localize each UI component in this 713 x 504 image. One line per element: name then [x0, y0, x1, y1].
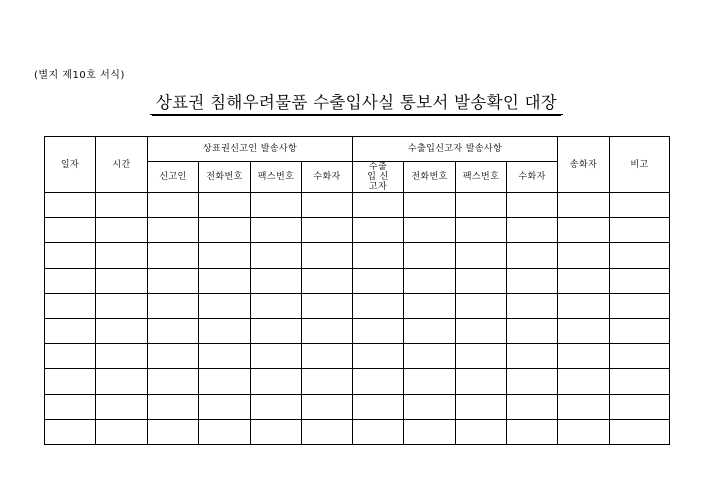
table-cell: [148, 419, 199, 444]
header-reporter: 신고인: [148, 162, 199, 193]
table-cell: [558, 193, 610, 218]
header-declarant-fax: 팩스번호: [456, 162, 507, 193]
table-cell: [558, 394, 610, 419]
header-time: 시간: [96, 137, 148, 193]
table-cell: [148, 369, 199, 394]
header-declarant-group: 수출입신고자 발송사항: [353, 137, 558, 162]
table-cell: [199, 419, 251, 444]
table-cell: [353, 268, 404, 293]
table-cell: [507, 369, 558, 394]
table-cell: [302, 419, 353, 444]
table-cell: [96, 218, 148, 243]
table-cell: [404, 193, 456, 218]
table-cell: [45, 218, 96, 243]
table-cell: [251, 318, 302, 343]
table-cell: [45, 394, 96, 419]
table-cell: [199, 369, 251, 394]
table-cell: [199, 193, 251, 218]
header-declarant-phone: 전화번호: [404, 162, 456, 193]
table-cell: [404, 369, 456, 394]
table-cell: [302, 268, 353, 293]
table-cell: [456, 243, 507, 268]
table-cell: [96, 369, 148, 394]
table-cell: [353, 369, 404, 394]
table-cell: [507, 268, 558, 293]
table-cell: [404, 293, 456, 318]
table-cell: [558, 243, 610, 268]
table-cell: [507, 293, 558, 318]
table-row: [45, 318, 670, 343]
table-cell: [45, 419, 96, 444]
table-cell: [456, 193, 507, 218]
table-cell: [251, 193, 302, 218]
table-cell: [148, 268, 199, 293]
table-cell: [353, 218, 404, 243]
table-cell: [353, 193, 404, 218]
table-cell: [148, 243, 199, 268]
table-cell: [507, 419, 558, 444]
header-reporter-phone: 전화번호: [199, 162, 251, 193]
table-cell: [610, 419, 670, 444]
table-cell: [45, 243, 96, 268]
table-cell: [610, 193, 670, 218]
table-cell: [96, 419, 148, 444]
table-cell: [404, 218, 456, 243]
table-cell: [404, 394, 456, 419]
table-cell: [456, 268, 507, 293]
table-cell: [302, 218, 353, 243]
table-cell: [507, 243, 558, 268]
table-cell: [199, 394, 251, 419]
table-cell: [45, 318, 96, 343]
table-cell: [302, 369, 353, 394]
table-cell: [148, 218, 199, 243]
table-cell: [251, 243, 302, 268]
table-cell: [507, 318, 558, 343]
table-cell: [507, 344, 558, 369]
table-cell: [251, 369, 302, 394]
dispatch-ledger-table: [44, 136, 670, 445]
table-cell: [558, 344, 610, 369]
table-cell: [456, 293, 507, 318]
table-cell: [610, 243, 670, 268]
table-cell: [199, 218, 251, 243]
table-cell: [610, 318, 670, 343]
table-cell: [199, 318, 251, 343]
table-cell: [251, 419, 302, 444]
header-date: 일자: [45, 137, 96, 193]
header-declarant: 수출입 신고자: [367, 162, 389, 192]
table-cell: [610, 268, 670, 293]
table-cell: [96, 344, 148, 369]
table-cell: [96, 293, 148, 318]
table-cell: [610, 218, 670, 243]
table-row: [45, 193, 670, 218]
table-cell: [45, 193, 96, 218]
table-cell: [199, 344, 251, 369]
table-cell: [456, 369, 507, 394]
header-reporter-group: 상표권신고인 발송사항: [148, 137, 353, 162]
table-cell: [45, 268, 96, 293]
table-cell: [456, 419, 507, 444]
table-cell: [96, 193, 148, 218]
table-cell: [558, 369, 610, 394]
table-cell: [404, 318, 456, 343]
table-cell: [302, 193, 353, 218]
table-row: [45, 268, 670, 293]
table-cell: [456, 218, 507, 243]
table-cell: [148, 318, 199, 343]
table-cell: [404, 243, 456, 268]
table-cell: [353, 419, 404, 444]
table-cell: [96, 394, 148, 419]
table-cell: [302, 293, 353, 318]
table-cell: [507, 394, 558, 419]
table-cell: [610, 293, 670, 318]
table-cell: [558, 419, 610, 444]
table-cell: [507, 218, 558, 243]
table-cell: [199, 293, 251, 318]
form-number-label: (별지 제10호 서식): [34, 70, 125, 81]
table-cell: [558, 318, 610, 343]
table-cell: [251, 268, 302, 293]
table-cell: [302, 318, 353, 343]
table-cell: [302, 243, 353, 268]
table-row: [45, 218, 670, 243]
document-title: [0, 89, 713, 115]
table-cell: [96, 268, 148, 293]
table-cell: [558, 293, 610, 318]
table-cell: [507, 193, 558, 218]
table-cell: [404, 419, 456, 444]
table-cell: [96, 318, 148, 343]
table-cell: [456, 394, 507, 419]
table-cell: [456, 344, 507, 369]
table-cell: [148, 344, 199, 369]
table-cell: [148, 293, 199, 318]
header-sender: 송화자: [558, 137, 610, 193]
table-row: [45, 369, 670, 394]
table-cell: [96, 243, 148, 268]
table-cell: [558, 218, 610, 243]
header-declarant-cell: [353, 162, 404, 193]
table-cell: [353, 344, 404, 369]
table-cell: [251, 344, 302, 369]
table-cell: [45, 293, 96, 318]
table-cell: [404, 268, 456, 293]
header-reporter-receiver: 수화자: [302, 162, 353, 193]
table-cell: [558, 268, 610, 293]
table-cell: [251, 394, 302, 419]
table-cell: [353, 394, 404, 419]
table-cell: [148, 394, 199, 419]
table-cell: [302, 394, 353, 419]
table-cell: [45, 369, 96, 394]
table-cell: [353, 318, 404, 343]
table-cell: [45, 344, 96, 369]
table-cell: [199, 243, 251, 268]
header-remarks: 비고: [610, 137, 670, 193]
table-cell: [353, 243, 404, 268]
table-cell: [251, 293, 302, 318]
table-row: [45, 293, 670, 318]
table-cell: [610, 394, 670, 419]
table-cell: [456, 318, 507, 343]
ledger-body: [45, 193, 670, 445]
table-row: [45, 344, 670, 369]
table-cell: [610, 344, 670, 369]
table-cell: [404, 344, 456, 369]
table-row: [45, 243, 670, 268]
header-declarant-receiver: 수화자: [507, 162, 558, 193]
table-cell: [148, 193, 199, 218]
header-reporter-fax: 팩스번호: [251, 162, 302, 193]
table-row: [45, 394, 670, 419]
document-title-text: 상표권 침해우려물품 수출입사실 통보서 발송확인 대장: [150, 89, 563, 115]
table-cell: [610, 369, 670, 394]
table-cell: [353, 293, 404, 318]
table-cell: [251, 218, 302, 243]
table-row: [45, 419, 670, 444]
table-cell: [199, 268, 251, 293]
table-cell: [302, 344, 353, 369]
